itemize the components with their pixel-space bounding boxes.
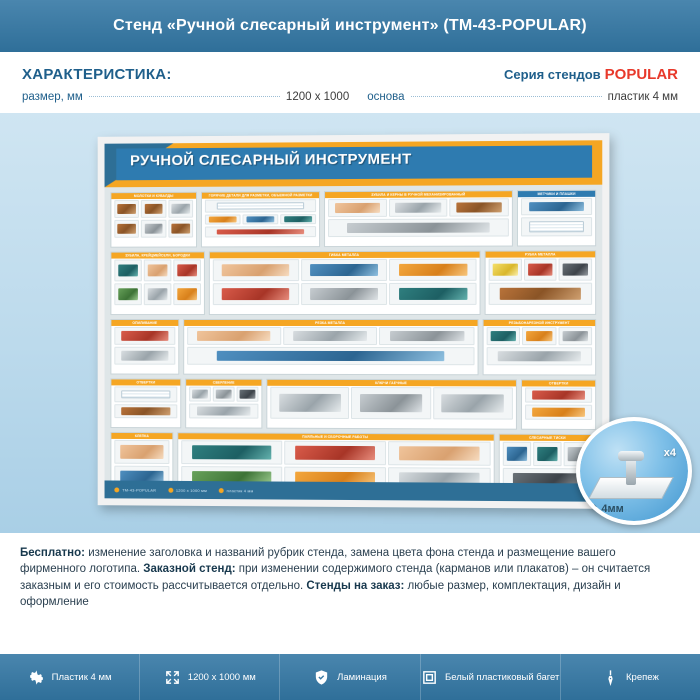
poster-row-4	[110, 378, 596, 430]
poster-figure	[328, 199, 387, 217]
section-title: КЛЮЧИ ГАЕЧНЫЕ	[267, 380, 516, 387]
section-title: ОТВЕРТКИ	[111, 379, 180, 385]
poster-figure	[280, 214, 316, 225]
spec-row-size	[22, 91, 349, 103]
poster-figure	[558, 327, 592, 345]
section-title: РЕЗКА МЕТАЛЛА	[184, 320, 477, 326]
shield-icon	[313, 669, 330, 686]
poster-section	[521, 379, 596, 430]
poster-figure	[389, 259, 476, 281]
stand-board[interactable]	[98, 133, 610, 509]
poster-figure	[522, 327, 556, 345]
poster-preview-area	[0, 113, 700, 533]
poster-figure	[141, 220, 166, 238]
poster-figure	[173, 283, 201, 305]
poster-figure	[559, 258, 592, 280]
notes-paragraph	[0, 533, 700, 618]
feature-label: Крепеж	[626, 671, 659, 683]
notes-order-label: Стенды на заказ:	[306, 579, 405, 592]
feature-label: Пластик 4 мм	[51, 671, 112, 683]
spec-value-base: пластик 4 мм	[607, 91, 678, 103]
poster-figure	[168, 220, 193, 238]
specifications-heading: ХАРАКТЕРИСТИКА:	[22, 66, 172, 83]
poster-figure	[489, 259, 522, 281]
poster-row-1	[110, 190, 596, 248]
section-title: КЛЕПКА	[111, 433, 172, 439]
poster-figure	[205, 226, 316, 237]
series-name: POPULAR	[604, 66, 678, 83]
poster-figure	[351, 387, 431, 419]
poster-figure	[205, 214, 241, 225]
poster-figure	[189, 403, 258, 418]
poster-figure	[213, 283, 299, 305]
poster-figure	[489, 283, 592, 305]
poster-row-3	[110, 319, 596, 376]
poster-figure	[284, 441, 386, 466]
board-footer-chip: 1200 x 1000 мм	[168, 487, 207, 492]
feature-lamination	[280, 654, 420, 700]
section-title: РЕЗЬБОНАРЕЗНОЙ ИНСТРУМЕНТ	[484, 320, 596, 326]
feature-label: Белый пластиковый багет	[445, 671, 560, 683]
poster-figure	[521, 198, 592, 215]
poster-figure	[187, 327, 281, 345]
poster-section	[110, 192, 197, 248]
poster-figure	[114, 260, 142, 282]
section-title: РУБКА МЕТАЛЛА	[486, 251, 596, 257]
poster-figure	[283, 327, 377, 345]
section-title: ОПИЛИВАНИЕ	[111, 320, 178, 326]
fastener-callout	[576, 417, 692, 525]
poster-figure	[181, 440, 282, 464]
poster-section	[266, 379, 517, 430]
poster-figure	[114, 220, 139, 238]
poster-figure	[168, 200, 193, 218]
notes-order-text: любые размер, комплектация, дизайн и оформление	[20, 579, 621, 608]
section-title: ОТВЕРТКИ	[522, 380, 595, 386]
notes-custom-label: Заказной стенд:	[143, 563, 236, 576]
series-label: Серия стендов	[504, 67, 601, 82]
poster-section	[183, 319, 478, 375]
feature-label: 1200 x 1000 мм	[187, 671, 256, 683]
callout-screw-head-icon	[618, 451, 644, 461]
poster-figure	[270, 387, 349, 419]
poster-figure	[301, 283, 388, 305]
section-title: МЕТЧИКИ И ПЛАШКИ	[518, 191, 595, 197]
poster-figure	[487, 347, 592, 365]
poster-figure	[388, 441, 491, 466]
section-title: ГИБКА МЕТАЛЛА	[210, 252, 480, 259]
poster-figure	[450, 198, 509, 216]
dot-leader	[89, 96, 280, 97]
poster-figure	[114, 404, 177, 418]
poster-figure	[301, 259, 388, 281]
poster-section	[110, 251, 205, 315]
features-footer	[0, 654, 700, 700]
section-title: СЛЕСАРНЫЕ ТИСКИ	[500, 435, 595, 441]
poster-figure	[379, 327, 474, 345]
poster-figure	[503, 442, 531, 466]
poster-figure	[237, 387, 259, 402]
feature-label: Ламинация	[337, 671, 387, 683]
series-badge	[504, 66, 678, 83]
board-title: РУЧНОЙ СЛЕСАРНЫЙ ИНСТРУМЕНТ	[130, 150, 412, 170]
feature-plastic	[0, 654, 140, 700]
frame-icon	[421, 669, 438, 686]
thickness-arrow-icon: ⇕	[590, 503, 599, 515]
poster-figure	[487, 327, 521, 345]
callout-thickness	[590, 503, 624, 515]
gear-icon	[28, 669, 45, 686]
poster-figure	[141, 200, 166, 218]
poster-section	[324, 190, 513, 247]
poster-figure	[533, 442, 561, 466]
poster-figure	[213, 387, 235, 402]
section-title: ЗУБИЛА И КЕРНЫ В РУЧНОЙ МЕХАНИЗИРОВАННЫЙ	[325, 191, 512, 198]
poster-figure	[114, 283, 142, 305]
poster-figure	[144, 259, 172, 281]
poster-section	[483, 319, 597, 376]
board-content	[105, 185, 603, 484]
mount-icon	[602, 669, 619, 686]
feature-size	[140, 654, 280, 700]
board-footer-chip: ТМ-43-POPULAR	[114, 487, 156, 492]
poster-figure	[525, 387, 592, 402]
poster-section	[517, 190, 596, 247]
feature-mount	[561, 654, 700, 700]
board-footer-bar	[105, 480, 603, 501]
callout-count: x4	[663, 447, 676, 459]
poster-figure	[144, 283, 172, 305]
poster-section	[201, 191, 320, 247]
poster-figure	[189, 387, 211, 402]
page-title: Стенд «Ручной слесарный инструмент» (ТМ-43-POPULAR)	[113, 17, 587, 34]
poster-section	[110, 378, 181, 428]
spec-label-base: основа	[367, 91, 405, 103]
spec-value-size: 1200 x 1000	[285, 91, 350, 103]
poster-figure	[114, 327, 175, 345]
specifications-block	[0, 52, 700, 113]
callout-screw-icon	[626, 459, 636, 485]
poster-figure	[389, 283, 476, 305]
poster-figure	[243, 214, 279, 225]
feature-frame	[421, 654, 561, 700]
poster-figure	[433, 387, 513, 419]
poster-figure	[389, 199, 448, 217]
notes-free-text: изменение заголовка и названий рубрик стенда, замена цвета фона стенда и размещение вашего фирменного логотипа.	[20, 547, 616, 576]
poster-section	[209, 251, 481, 315]
page-header	[0, 0, 700, 52]
section-title: МОЛОТКИ И КУВАЛДЫ	[111, 193, 196, 199]
poster-figure	[114, 347, 175, 365]
notes-custom-text: при изменении содержимого стенда (карманов или плакатов) – он считается заказным и его стоимость рассчитывается отдельно.	[20, 563, 651, 592]
poster-figure	[521, 217, 592, 236]
board-footer-chip: пластик 4 мм	[219, 488, 254, 493]
poster-section	[185, 379, 262, 429]
poster-figure	[114, 386, 177, 402]
poster-figure	[328, 218, 509, 237]
poster-figure	[187, 347, 474, 365]
poster-row-2	[110, 250, 596, 315]
section-title: ГОРЯЧИЕ ДЕТАЛИ ДЛЯ РАЗМЕТКИ, ОБЪЕМНОЙ РАЗМЕТКИ	[202, 192, 319, 199]
spec-row-base	[367, 91, 678, 103]
poster-figure	[114, 440, 169, 464]
section-title: СВЕРЛЕНИЕ	[186, 380, 261, 386]
poster-figure	[525, 405, 592, 420]
poster-figure	[213, 259, 299, 281]
thickness-value: 4мм	[601, 503, 624, 515]
poster-figure	[114, 200, 139, 218]
board-inner	[105, 140, 603, 501]
poster-figure	[173, 259, 201, 281]
section-title: ПАЯЛЬНЫЕ И СБОРОЧНЫЕ РАБОТЫ	[178, 433, 493, 440]
spec-label-size: размер, мм	[22, 91, 83, 103]
resize-icon	[164, 669, 181, 686]
poster-figure	[524, 259, 557, 281]
dot-leader	[411, 96, 602, 97]
poster-section	[485, 250, 597, 315]
notes-free-label: Бесплатно:	[20, 547, 85, 559]
poster-section	[110, 319, 179, 375]
poster-figure	[205, 199, 316, 212]
section-title: ЗУБИЛА, КРЕЙЦМЕЙСЕЛИ, БОРОДКИ	[111, 252, 204, 258]
